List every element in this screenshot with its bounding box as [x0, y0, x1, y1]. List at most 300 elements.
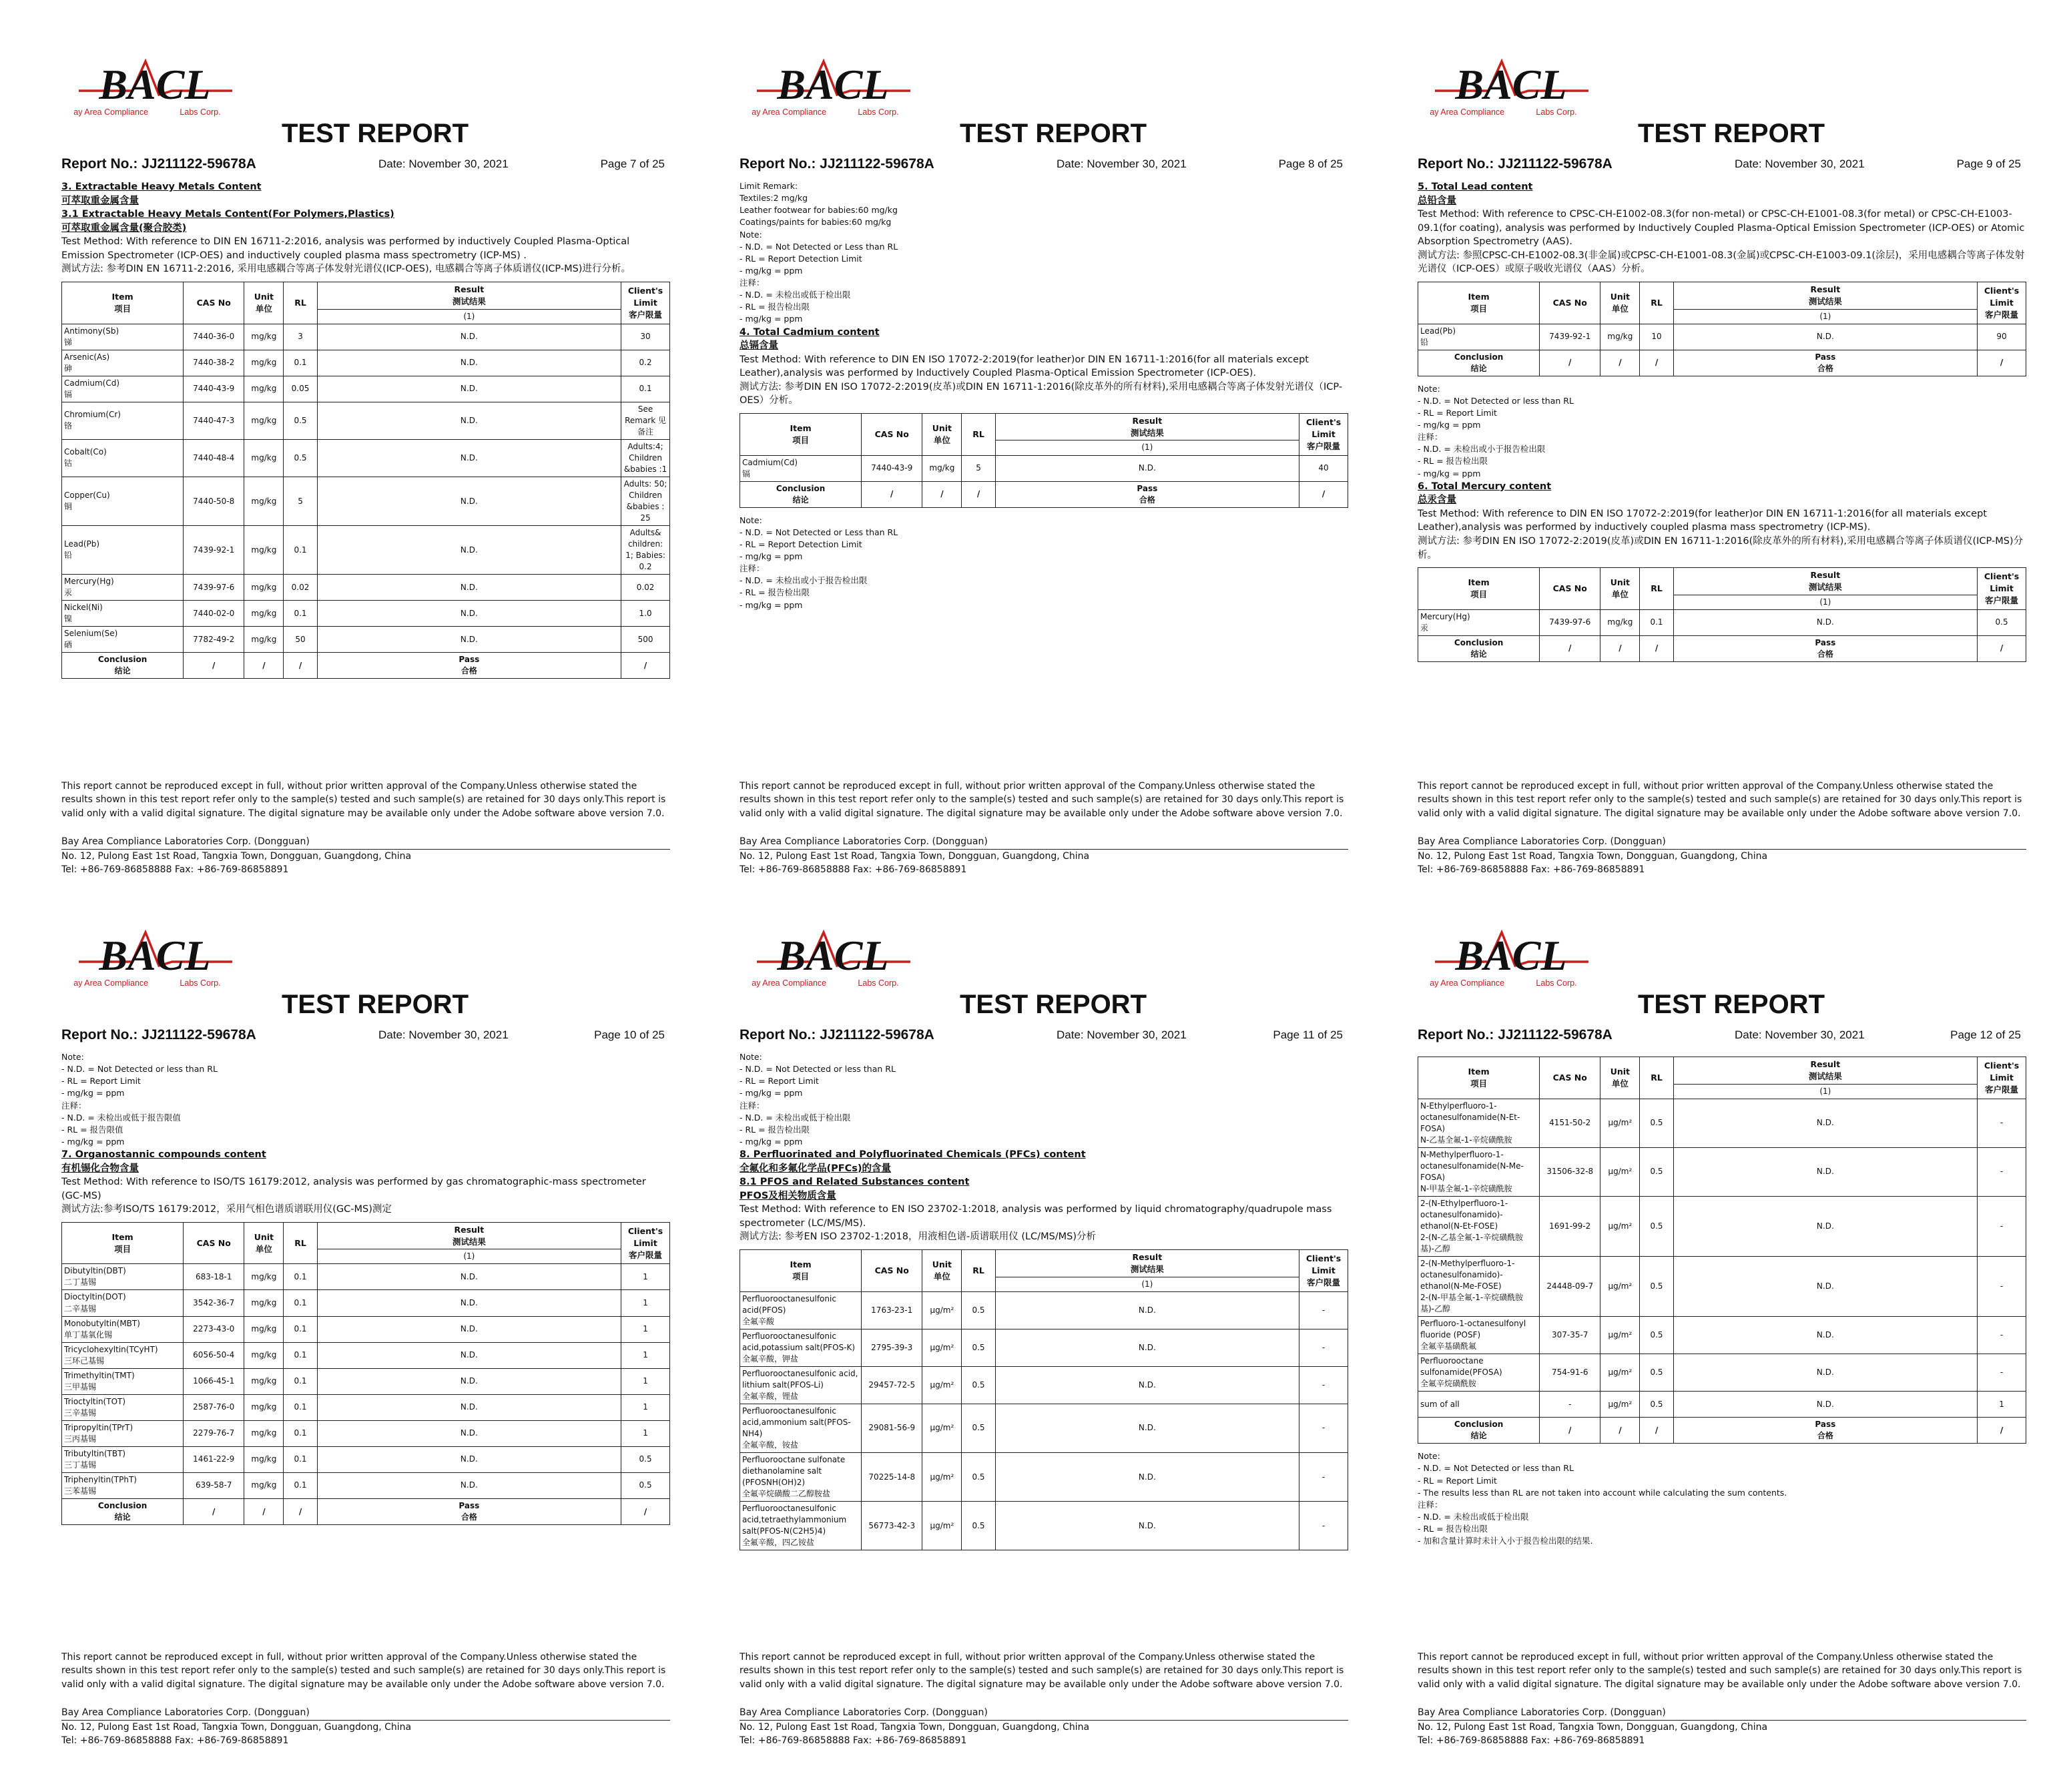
table-header — [62, 282, 670, 310]
note-line: Note: — [1418, 1451, 1440, 1462]
cell-item: Cadmium(Cd) 镉 — [62, 376, 184, 402]
report-number: Report No.: JJ211122-59678A — [740, 1027, 934, 1042]
cell-result: N.D. — [317, 1420, 621, 1446]
cell-unit: μg/m² — [922, 1404, 962, 1452]
cell-limit: 1 — [621, 1342, 670, 1368]
cell-item: Trimethyltin(TMT) 三甲基锡 — [62, 1368, 184, 1394]
cell-item: Perfluorooctanesulfonic acid,potassium salt(PFOS-K) 全氟辛酸，钾盐 — [740, 1329, 862, 1366]
company-name: Bay Area Compliance Laboratories Corp. (Dongguan) — [61, 835, 670, 850]
cell-result: N.D. — [317, 324, 621, 350]
cell-limit: - — [1978, 1196, 2026, 1256]
cell-item: N-Ethylperfluoro-1-octanesulfonamide(N-Et-FOSA) N-乙基全氟-1-辛烷磺酰胺 — [1418, 1099, 1540, 1147]
col-result: Result 测试结果 — [1673, 568, 1978, 595]
company-address: No. 12, Pulong East 1st Road, Tangxia Town, Dongguan, Guangdong, China — [61, 1722, 412, 1733]
cell-rl: 0.1 — [284, 1316, 317, 1342]
page-footer — [740, 780, 1348, 877]
cell-cas: 29457-72-5 — [862, 1366, 922, 1404]
cell-result: N.D. — [1673, 1099, 1978, 1147]
cell-item: Arsenic(As) 砷 — [62, 350, 184, 376]
conclusion-row — [740, 481, 1348, 507]
cell-unit: mg/kg — [922, 455, 962, 481]
cell-limit: Adults& children: 1; Babies: 0.2 — [621, 526, 670, 575]
cell-limit: 30 — [621, 324, 670, 350]
cell-rl: / — [1640, 350, 1673, 376]
cell-unit: / — [922, 481, 962, 507]
cell-unit: mg/kg — [244, 1316, 284, 1342]
cell-cas: / — [1540, 1418, 1600, 1444]
test-method: Test Method: With reference to EN ISO 23702-1:2018, analysis was performed by liquid chromatography/quadrupole mass spectrometer (LC/MS/MS). — [740, 1204, 1332, 1229]
cell-rl: 10 — [1640, 324, 1673, 350]
cell-conclusion: Conclusion 结论 — [1418, 1418, 1540, 1444]
logo-tagline-right: Labs Corp. — [180, 107, 221, 117]
test-method-cn: 测试方法: 参考DIN EN ISO 17072-2:2019(皮革)或DIN EN 16711-1:2016(除皮革外的所有材料),采用电感耦合等离子体发射光谱仪（ICP-OES）分析。 — [740, 381, 1343, 406]
report-header — [1418, 1024, 2045, 1047]
logo-wordmark: BACL — [99, 61, 211, 108]
cell-rl: 0.1 — [284, 1368, 317, 1394]
test-method: Test Method: With reference to CPSC-CH-E1002-08.3(for non-metal) or CPSC-CH-E1001-08.3(for metal) or CPSC-CH-E1003-09.1(for coating), analysis was performed by Inductively Coupled Plasma-Optical Emission Spectrometer (ICP-OES) or Atomic Absorption Spectrometry (AAS). — [1418, 209, 2025, 248]
logo-tagline-right: Labs Corp. — [858, 978, 899, 988]
cell-result: Pass 合格 — [1673, 635, 1978, 661]
logo-tagline-right: Labs Corp. — [180, 978, 221, 988]
note-line: - N.D. = 未检出或低于检出限 — [1418, 1511, 1529, 1522]
col-limit: Client's Limit 客户限量 — [1978, 282, 2026, 324]
table-row — [62, 575, 670, 601]
section-heading: 8. Perfluorinated and Polyfluorinated Chemicals (PFCs) content — [740, 1149, 1086, 1160]
bacl-logo — [1430, 52, 1593, 125]
cell-item: Lead(Pb) 铅 — [62, 526, 184, 575]
note-line: - mg/kg = ppm — [740, 599, 803, 610]
cell-item: Tricyclohexyltin(TCyHT) 三环己基锡 — [62, 1342, 184, 1368]
cell-cas: 2279-76-7 — [184, 1420, 244, 1446]
cell-limit: - — [1299, 1502, 1348, 1550]
note-line: - N.D. = 未检出或低于检出限 — [740, 1112, 851, 1123]
cell-conclusion: Conclusion 结论 — [1418, 635, 1540, 661]
table-row — [62, 1290, 670, 1316]
cell-item: 2-(N-Methylperfluoro-1-octanesulfonamido)-ethanol(N-Me-FOSE) 2-(N-甲基全氟-1-辛烷磺酰胺基)-乙醇 — [1418, 1256, 1540, 1316]
cell-unit: mg/kg — [244, 575, 284, 601]
table-row — [62, 1316, 670, 1342]
cell-limit: 500 — [621, 627, 670, 653]
cell-limit: 1 — [621, 1394, 670, 1420]
subsection-heading: 8.1 PFOS and Related Substances content — [740, 1177, 970, 1188]
results-table — [61, 282, 670, 679]
section-heading-cn: 有机锡化合物含量 — [61, 1163, 139, 1174]
col-limit: Client's Limit 客户限量 — [621, 1222, 670, 1264]
company-contact: Tel: +86-769-86858888 Fax: +86-769-86858891 — [61, 864, 289, 876]
cell-result: N.D. — [317, 1394, 621, 1420]
note-line: 注释： — [61, 1100, 87, 1111]
test-method: Test Method: With reference to ISO/TS 16179:2012, analysis was performed by gas chromatographic-mass spectrometer (GC-MS) — [61, 1177, 646, 1201]
cell-rl: 0.1 — [1640, 609, 1673, 635]
logo-tagline-left: Bay Area Compliance — [73, 978, 149, 988]
logo-tagline-right: Labs Corp. — [1536, 978, 1577, 988]
col-item: Item 项目 — [1418, 282, 1540, 324]
report-date: Date: November 30, 2021 — [1735, 1028, 1865, 1041]
cell-result: N.D. — [317, 1368, 621, 1394]
cell-limit: / — [621, 1498, 670, 1524]
note-line: - mg/kg = ppm — [740, 1088, 803, 1099]
cell-unit: / — [1600, 1418, 1640, 1444]
cell-rl: 3 — [284, 324, 317, 350]
note-line: - RL = Report Limit — [740, 1076, 819, 1087]
cell-unit: μg/m² — [922, 1366, 962, 1404]
note-line: Note: — [1418, 383, 1440, 394]
cell-result: N.D. — [317, 350, 621, 376]
note-line: - RL = Report Limit — [61, 1076, 141, 1087]
note-line: Note: — [740, 229, 762, 240]
col-limit: Client's Limit 客户限量 — [1299, 413, 1348, 455]
cell-cas: 2795-39-3 — [862, 1329, 922, 1366]
col-unit: Unit 单位 — [244, 1222, 284, 1264]
cell-unit: mg/kg — [244, 439, 284, 477]
cell-item: sum of all — [1418, 1392, 1540, 1418]
cell-result: N.D. — [317, 1290, 621, 1316]
cell-limit: - — [1978, 1256, 2026, 1316]
cell-result: N.D. — [1673, 1256, 1978, 1316]
cell-cas: 1066-45-1 — [184, 1368, 244, 1394]
note-line: Note: — [740, 1052, 762, 1062]
col-limit: Client's Limit 客户限量 — [621, 282, 670, 324]
table-row — [740, 1452, 1348, 1501]
table-row — [62, 324, 670, 350]
company-contact: Tel: +86-769-86858888 Fax: +86-769-86858891 — [1418, 1735, 1645, 1747]
note-line: 注释： — [740, 1100, 765, 1111]
col-rl: RL — [962, 1250, 995, 1292]
bacl-logo-graphic — [73, 52, 237, 125]
cell-result: N.D. — [317, 627, 621, 653]
cell-rl: 5 — [962, 455, 995, 481]
cell-rl: 0.1 — [284, 601, 317, 627]
section-heading: 3. Extractable Heavy Metals Content — [61, 182, 262, 192]
cell-limit: 1 — [621, 1420, 670, 1446]
report-number: Report No.: JJ211122-59678A — [1418, 1027, 1612, 1042]
cell-rl: 5 — [284, 477, 317, 525]
cell-cas: 31506-32-8 — [1540, 1147, 1600, 1196]
cell-rl: / — [284, 653, 317, 679]
company-address: No. 12, Pulong East 1st Road, Tangxia Town, Dongguan, Guangdong, China — [61, 851, 412, 862]
note-line: - mg/kg = ppm — [1418, 420, 1481, 430]
cell-result: N.D. — [317, 402, 621, 439]
cell-unit: μg/m² — [1600, 1392, 1640, 1418]
cell-cas: 7440-02-0 — [184, 601, 244, 627]
cell-result: Pass 合格 — [1673, 1418, 1978, 1444]
report-page-10 — [61, 911, 689, 1792]
cell-item: Cobalt(Co) 钴 — [62, 439, 184, 477]
table-row — [740, 1291, 1348, 1329]
col-cas: CAS No — [1540, 568, 1600, 610]
cell-cas: 7440-50-8 — [184, 477, 244, 525]
col-limit: Client's Limit 客户限量 — [1978, 568, 2026, 610]
cell-result: N.D. — [317, 1316, 621, 1342]
cell-item: N-Methylperfluoro-1-octanesulfonamide(N-Me-FOSA) N-甲基全氟-1-辛烷磺酰胺 — [1418, 1147, 1540, 1196]
cell-item: Perfluorooctanesulfonic acid, lithium salt(PFOS-Li) 全氟辛酸，锂盐 — [740, 1366, 862, 1404]
table-header — [1418, 568, 2026, 595]
report-header — [740, 154, 1367, 176]
cell-rl: 0.5 — [962, 1329, 995, 1366]
page-title: TEST REPORT — [281, 990, 469, 1019]
subsection-heading-cn: PFOS及相关物质含量 — [740, 1190, 836, 1201]
cell-rl: 0.1 — [284, 1342, 317, 1368]
cell-rl: 0.5 — [1640, 1392, 1673, 1418]
cell-item: Mercury(Hg) 汞 — [62, 575, 184, 601]
cell-cas: 29081-56-9 — [862, 1404, 922, 1452]
company-name: Bay Area Compliance Laboratories Corp. (Dongguan) — [1418, 835, 2026, 850]
note-line: - N.D. = 未检出或小于报告检出限 — [1418, 444, 1546, 455]
cell-result: N.D. — [995, 1452, 1299, 1501]
cell-item: Perfluoro-1-octanesulfonyl fluoride (POSF) 全氟辛基磺酰氟 — [1418, 1317, 1540, 1354]
cell-rl: 0.1 — [284, 1446, 317, 1472]
table-row — [740, 1502, 1348, 1550]
cell-limit: / — [1978, 1418, 2026, 1444]
note-line: Note: — [61, 1052, 84, 1062]
cell-unit: μg/m² — [922, 1329, 962, 1366]
note-line: - RL = Report Detection Limit — [740, 539, 862, 549]
cell-unit: mg/kg — [244, 1368, 284, 1394]
note-line: - RL = Report Limit — [1418, 1475, 1497, 1486]
logo-tagline-left: Bay Area Compliance — [1430, 978, 1505, 988]
cell-unit: mg/kg — [1600, 324, 1640, 350]
col-unit: Unit 单位 — [1600, 568, 1640, 610]
cell-unit: μg/m² — [922, 1291, 962, 1329]
disclaimer: This report cannot be reproduced except in full, without prior written approval of the Company.Unless otherwise stated the results shown in this test report refer only to the sample(s) tested and such sample(s) are retained for 30 days only.This report is valid only with a valid digital signature. The digital signature may be available only under the Adobe software above version 7.0. — [61, 1652, 666, 1690]
cell-cas: / — [184, 653, 244, 679]
note-line: - RL = 报告检出限 — [1418, 456, 1488, 467]
limit-remark — [740, 180, 1348, 326]
report-date: Date: November 30, 2021 — [378, 158, 509, 170]
table-row — [62, 1446, 670, 1472]
table-row — [1418, 1392, 2026, 1418]
cell-rl: 0.02 — [284, 575, 317, 601]
note-line: - N.D. = 未检出或小于报告检出限 — [740, 575, 868, 586]
col-cas: CAS No — [1540, 1057, 1600, 1099]
section-heading-cn: 总铅含量 — [1418, 195, 1456, 206]
cell-rl: / — [284, 1498, 317, 1524]
col-rl: RL — [1640, 282, 1673, 324]
note-line: - N.D. = 未检出或低于报告限值 — [61, 1112, 181, 1123]
table-row — [740, 1366, 1348, 1404]
company-name: Bay Area Compliance Laboratories Corp. (Dongguan) — [61, 1706, 670, 1721]
note-line: - mg/kg = ppm — [740, 314, 803, 324]
cell-rl: 0.5 — [1640, 1317, 1673, 1354]
col-limit: Client's Limit 客户限量 — [1978, 1057, 2026, 1099]
cell-unit: mg/kg — [244, 1394, 284, 1420]
col-result-sub: (1) — [1673, 309, 1978, 324]
cell-cas: 3542-36-7 — [184, 1290, 244, 1316]
cell-item: Nickel(Ni) 镍 — [62, 601, 184, 627]
cell-item: Selenium(Se) 硒 — [62, 627, 184, 653]
cell-limit: Adults: 50; Children &babies : 25 — [621, 477, 670, 525]
cell-limit: 0.5 — [1978, 609, 2026, 635]
note-line: Coatings/paints for babies:60 mg/kg — [740, 217, 892, 228]
cell-result: N.D. — [995, 1502, 1299, 1550]
cell-result: Pass 合格 — [317, 653, 621, 679]
report-header — [61, 1024, 689, 1047]
cell-rl: 0.5 — [962, 1366, 995, 1404]
cell-rl: 50 — [284, 627, 317, 653]
cell-unit: / — [1600, 635, 1640, 661]
section-heading-cn: 总汞含量 — [1418, 495, 1456, 506]
cell-result: N.D. — [317, 1342, 621, 1368]
table-row — [1418, 1256, 2026, 1316]
cell-item: 2-(N-Ethylperfluoro-1-octanesulfonamido)-ethanol(N-Et-FOSE) 2-(N-乙基全氟-1-辛烷磺酰胺基)-乙醇 — [1418, 1196, 1540, 1256]
cell-limit: Adults:4; Children &babies :1 — [621, 439, 670, 477]
table-row — [1418, 1147, 2026, 1196]
logo-tagline-right: Labs Corp. — [1536, 107, 1577, 117]
table-row — [62, 1368, 670, 1394]
note-line: 注释： — [740, 563, 765, 574]
cell-cas: 7440-48-4 — [184, 439, 244, 477]
cell-rl: 0.1 — [284, 1290, 317, 1316]
col-result: Result 测试结果 — [1673, 1057, 1978, 1085]
cell-limit: / — [1978, 635, 2026, 661]
note-line: - RL = 报告检出限 — [740, 587, 810, 598]
cell-result: N.D. — [1673, 1147, 1978, 1196]
cell-rl: 0.1 — [284, 1472, 317, 1498]
logo-wordmark: BACL — [1455, 61, 1567, 108]
cell-limit: 0.1 — [621, 376, 670, 402]
cell-unit: mg/kg — [1600, 609, 1640, 635]
cell-result: N.D. — [995, 1366, 1299, 1404]
conclusion-row — [1418, 1418, 2026, 1444]
page-title: TEST REPORT — [959, 119, 1147, 148]
cell-cas: 2273-43-0 — [184, 1316, 244, 1342]
cell-unit: μg/m² — [1600, 1256, 1640, 1316]
logo-tagline-left: Bay Area Compliance — [1430, 107, 1505, 117]
col-item: Item 项目 — [740, 1250, 862, 1292]
cell-unit: mg/kg — [244, 526, 284, 575]
cell-rl: 0.5 — [1640, 1256, 1673, 1316]
col-item: Item 项目 — [1418, 568, 1540, 610]
cell-rl: / — [962, 481, 995, 507]
page-title: TEST REPORT — [959, 990, 1147, 1019]
disclaimer: This report cannot be reproduced except in full, without prior written approval of the Company.Unless otherwise stated the results shown in this test report refer only to the sample(s) tested and such sample(s) are retained for 30 days only.This report is valid only with a valid digital signature. The digital signature may be available only under the Adobe software above version 7.0. — [740, 781, 1344, 819]
table-row — [62, 526, 670, 575]
col-cas: CAS No — [184, 1222, 244, 1264]
note-line: Limit Remark: — [740, 181, 798, 191]
bacl-logo-graphic — [73, 923, 237, 996]
table-row — [1418, 1196, 2026, 1256]
cell-item: Trioctyltin(TOT) 三辛基锡 — [62, 1394, 184, 1420]
table-row — [62, 1264, 670, 1290]
cell-result: N.D. — [317, 439, 621, 477]
col-cas: CAS No — [862, 413, 922, 455]
cell-result: N.D. — [317, 1264, 621, 1290]
cell-item: Perfluorooctanesulfonic acid,tetraethylammonium salt(PFOS-N(C2H5)4) 全氟辛酸，四乙铵盐 — [740, 1502, 862, 1550]
conclusion-row — [62, 653, 670, 679]
cell-result: N.D. — [1673, 609, 1978, 635]
note-line: - N.D. = Not Detected or less than RL — [740, 1064, 896, 1075]
report-page-11 — [740, 911, 1367, 1792]
cell-limit: 90 — [1978, 324, 2026, 350]
results-table — [740, 413, 1348, 508]
results-table — [740, 1249, 1348, 1550]
page-title: TEST REPORT — [281, 119, 469, 148]
note-line: - 加和含量计算时未计入小于报告检出限的结果. — [1418, 1536, 1593, 1546]
report-number: Report No.: JJ211122-59678A — [1418, 156, 1612, 172]
page-footer — [1418, 1651, 2026, 1748]
section-heading-cn: 全氟化和多氟化学品(PFCs)的含量 — [740, 1163, 892, 1174]
col-item: Item 项目 — [1418, 1057, 1540, 1099]
note-line: - RL = 报告检出限 — [740, 302, 810, 312]
cell-unit: mg/kg — [244, 477, 284, 525]
table-header — [740, 413, 1348, 440]
table-row — [62, 1342, 670, 1368]
col-result: Result 测试结果 — [995, 413, 1299, 440]
test-method: Test Method: With reference to DIN EN ISO 17072-2:2019(for leather)or DIN EN 16711-1:2016(for all materials except Leather),analysis was performed by inductively coupled plasma mass spectrometry (ICP-MS). — [1418, 508, 1987, 533]
bacl-logo-graphic — [1430, 52, 1593, 125]
table-row — [62, 350, 670, 376]
section-heading-cn: 可萃取重金属含量 — [61, 195, 139, 206]
cell-result: N.D. — [1673, 1392, 1978, 1418]
note-line: - RL = 报告限值 — [61, 1124, 123, 1135]
company-address: No. 12, Pulong East 1st Road, Tangxia Town, Dongguan, Guangdong, China — [740, 1722, 1090, 1733]
table-row — [62, 376, 670, 402]
cell-item: Tributyltin(TBT) 三丁基锡 — [62, 1446, 184, 1472]
company-contact: Tel: +86-769-86858888 Fax: +86-769-86858891 — [1418, 864, 1645, 876]
report-page-12 — [1418, 911, 2045, 1792]
col-result-sub: (1) — [1673, 595, 1978, 609]
cell-result: Pass 合格 — [995, 481, 1299, 507]
notes — [740, 515, 1348, 611]
cell-unit: μg/m² — [1600, 1196, 1640, 1256]
logo-wordmark: BACL — [777, 932, 889, 979]
col-result-sub: (1) — [1673, 1084, 1978, 1099]
cell-limit: See Remark 见备注 — [621, 402, 670, 439]
company-contact: Tel: +86-769-86858888 Fax: +86-769-86858891 — [740, 1735, 967, 1747]
page-number: Page 8 of 25 — [1278, 158, 1343, 170]
cell-limit: / — [1978, 350, 2026, 376]
cell-cas: 1691-99-2 — [1540, 1196, 1600, 1256]
cell-limit: - — [1299, 1366, 1348, 1404]
report-date: Date: November 30, 2021 — [1057, 1028, 1187, 1041]
test-method: Test Method: With reference to DIN EN 16711-2:2016, analysis was performed by inductively Coupled Plasma-Optical Emission Spectrometer (ICP-OES) and inductively coupled plasma mass spectrometry (ICP-MS) . — [61, 236, 630, 261]
cell-rl: 0.5 — [284, 439, 317, 477]
logo-tagline-right: Labs Corp. — [858, 107, 899, 117]
table-row — [62, 402, 670, 439]
bacl-logo — [752, 52, 915, 125]
cell-cas: 754-91-6 — [1540, 1354, 1600, 1392]
table-row — [740, 1404, 1348, 1452]
col-unit: Unit 单位 — [244, 282, 284, 324]
table-row — [62, 477, 670, 525]
cell-limit: 1 — [1978, 1392, 2026, 1418]
table-row — [1418, 1099, 2026, 1147]
report-number: Report No.: JJ211122-59678A — [740, 156, 934, 172]
cell-item: Antimony(Sb) 锑 — [62, 324, 184, 350]
cell-limit: 0.02 — [621, 575, 670, 601]
col-rl: RL — [1640, 568, 1673, 610]
table-row — [62, 1394, 670, 1420]
test-method-cn: 测试方法: 参考EN ISO 23702-1:2018，用液相色谱-质谱联用仪 (LC/MS/MS)分析 — [740, 1231, 1097, 1243]
notes — [740, 1051, 1348, 1148]
col-unit: Unit 单位 — [1600, 282, 1640, 324]
cell-rl: / — [1640, 635, 1673, 661]
col-cas: CAS No — [1540, 282, 1600, 324]
cell-cas: 7440-38-2 — [184, 350, 244, 376]
note-line: - RL = Report Detection Limit — [740, 253, 862, 264]
note-line: - mg/kg = ppm — [1418, 468, 1481, 479]
cell-unit: μg/m² — [1600, 1147, 1640, 1196]
col-result: Result 测试结果 — [995, 1250, 1299, 1277]
company-address: No. 12, Pulong East 1st Road, Tangxia Town, Dongguan, Guangdong, China — [1418, 1722, 1768, 1733]
cell-result: N.D. — [317, 575, 621, 601]
conclusion-row — [62, 1498, 670, 1524]
company-contact: Tel: +86-769-86858888 Fax: +86-769-86858891 — [740, 864, 967, 876]
col-item: Item 项目 — [62, 1222, 184, 1264]
company-name: Bay Area Compliance Laboratories Corp. (Dongguan) — [740, 1706, 1348, 1721]
cell-conclusion: Conclusion 结论 — [740, 481, 862, 507]
col-cas: CAS No — [184, 282, 244, 324]
